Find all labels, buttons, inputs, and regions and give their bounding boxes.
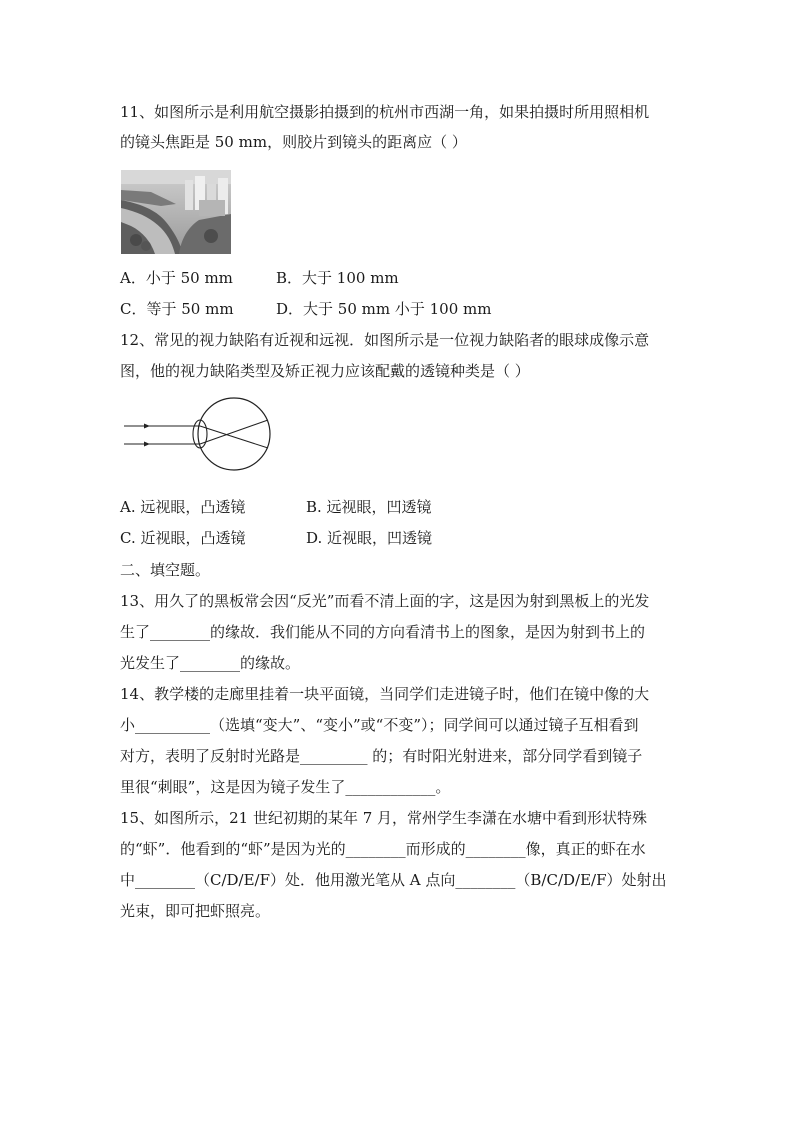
q12-line-2: 图，他的视力缺陷类型及矫正视力应该配戴的透镜种类是（ ） <box>120 362 530 380</box>
section-heading-fill-in: 二、填空题。 <box>120 561 211 579</box>
q12-option-a: A. 远视眼，凸透镜 <box>120 498 246 516</box>
q13-line-1: 13、用久了的黑板常会因“反光”而看不清上面的字，这是因为射到黑板上的光发 <box>120 592 650 610</box>
q11-option-d: D．大于 50 mm 小于 100 mm <box>276 300 492 318</box>
q15-line-2: 的“虾”．他看到的“虾”是因为光的________而形成的________像，真正的虾在水 <box>120 840 646 858</box>
q15-line-1: 15、如图所示，21 世纪初期的某年 7 月，常州学生李潇在水塘中看到形状特殊 <box>120 809 648 827</box>
q12-line-1: 12、常见的视力缺陷有近视和远视．如图所示是一位视力缺陷者的眼球成像示意 <box>120 331 650 349</box>
q15-line-3: 中________（C/D/E/F）处．他用激光笔从 A 点向________（B/C/D/E/F）处射出 <box>120 871 667 889</box>
q14-line-2: 小__________（选填“变大”、“变小”或“不变”）；同学间可以通过镜子互相看到 <box>120 716 639 734</box>
q15-line-4: 光束，即可把虾照亮。 <box>120 902 271 920</box>
q13-line-2: 生了________的缘故．我们能从不同的方向看清书上的图象，是因为射到书上的 <box>120 623 646 641</box>
q12-option-b: B. 远视眼，凹透镜 <box>306 498 432 516</box>
q14-line-3: 对方，表明了反射时光路是_________ 的；有时阳光射进来，部分同学看到镜子 <box>120 747 643 765</box>
q11-option-b: B．大于 100 mm <box>276 269 399 287</box>
q12-option-d: D. 近视眼，凹透镜 <box>306 529 433 547</box>
eyeball-diagram <box>120 394 280 474</box>
q11-line-2: 的镜头焦距是 50 mm，则胶片到镜头的距离应（ ） <box>120 133 467 151</box>
q12-option-c: C. 近视眼，凸透镜 <box>120 529 246 547</box>
q14-line-1: 14、教学楼的走廊里挂着一块平面镜，当同学们走进镜子时，他们在镜中像的大 <box>120 685 650 703</box>
q11-option-a: A．小于 50 mm <box>120 269 233 287</box>
q11-option-c: C．等于 50 mm <box>120 300 234 318</box>
eye-ray-diagram <box>120 394 280 474</box>
q11-line-1: 11、如图所示是利用航空摄影拍摄到的杭州市西湖一角，如果拍摄时所用照相机 <box>120 103 650 121</box>
west-lake-aerial-photo <box>121 170 231 254</box>
eyeball-circle <box>198 398 270 470</box>
aerial-photo-image <box>121 170 231 254</box>
q14-line-4: 里很“刺眼”，这是因为镜子发生了____________。 <box>120 778 451 796</box>
q13-line-3: 光发生了________的缘故。 <box>120 654 301 672</box>
